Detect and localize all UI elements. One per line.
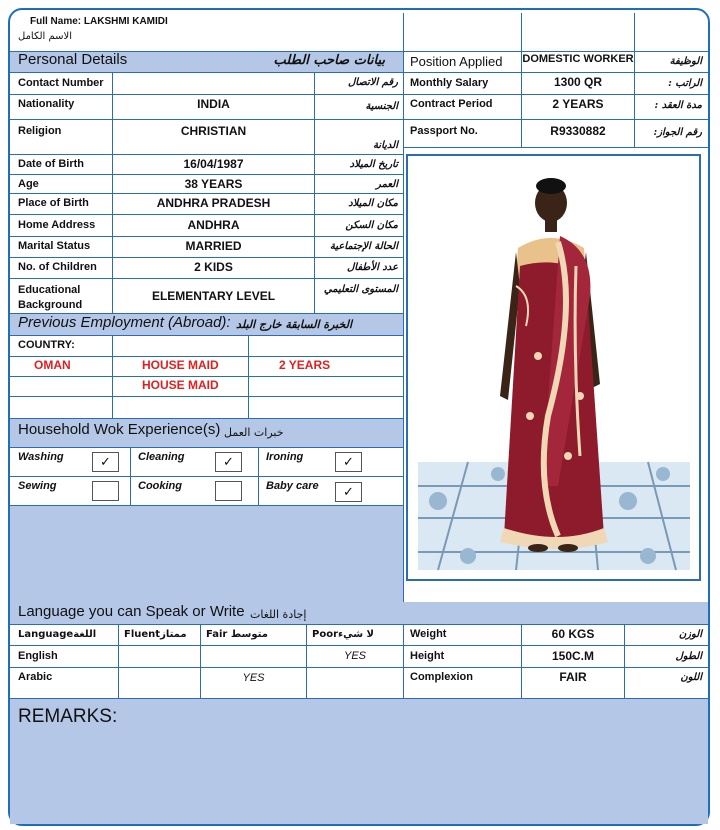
marital-status-ar: الحالة الإجتماعية [329, 241, 398, 252]
nationality-ar: الجنسية [365, 101, 398, 112]
position-applied-ar: الوظيفة [669, 56, 702, 67]
washing-checkbox[interactable]: ✓ [92, 452, 119, 472]
passport-label: Passport No. [410, 125, 478, 137]
ironing-checkbox[interactable]: ✓ [335, 452, 362, 472]
cleaning-checkbox[interactable]: ✓ [215, 452, 242, 472]
children-label: No. of Children [18, 261, 97, 273]
complexion-ar: اللون [680, 672, 702, 683]
cooking-checkbox[interactable] [215, 481, 242, 501]
dob-value: 16/04/1987 [183, 157, 244, 171]
language-title-ar: إجادة اللغات [250, 608, 307, 621]
language-arabic: Arabic [18, 671, 53, 683]
skill-washing: Washing [18, 451, 64, 463]
place-of-birth-label: Place of Birth [18, 197, 89, 209]
religion-ar: الديانة [372, 140, 398, 151]
weight-value: 60 KGS [551, 627, 595, 641]
salary-value: 1300 QR [553, 75, 603, 89]
nationality-label: Nationality [18, 98, 75, 110]
dob-label: Date of Birth [18, 158, 84, 170]
household-fill-band [10, 505, 404, 602]
household-title-ar: خبرات العمل [224, 426, 284, 439]
place-of-birth-value: ANDHRA PRADESH [156, 196, 271, 210]
full-name-label: Full Name: LAKSHMI KAMIDI [30, 16, 168, 27]
contract-period-label: Contract Period [410, 98, 493, 110]
passport-value: R9330882 [550, 124, 606, 138]
home-address-ar: مكان السكن [345, 220, 398, 231]
applicant-photo [406, 154, 701, 581]
children-ar: عدد الأطفال [347, 262, 398, 273]
skill-cooking: Cooking [138, 480, 182, 492]
language-title: Language you can Speak or Write [18, 603, 245, 620]
contract-period-ar: مدة العقد : [654, 100, 702, 111]
household-title: Household Wok Experience(s) [18, 421, 221, 438]
skill-ironing: Ironing [266, 451, 304, 463]
header-divider [521, 13, 522, 51]
position-applied-value: DOMESTIC WORKER [522, 53, 634, 65]
skill-cleaning: Cleaning [138, 451, 185, 463]
employment-duration: 2 YEARS [279, 358, 331, 372]
passport-ar: رقم الجواز: [653, 127, 702, 138]
person-figure [500, 178, 608, 552]
education-value: ELEMENTARY LEVEL [151, 289, 276, 303]
marital-status-label: Marital Status [18, 240, 91, 252]
children-value: 2 KIDS [194, 260, 233, 274]
age-ar: العمر [376, 179, 398, 190]
poor-header: Poorلا شيء [312, 629, 375, 640]
header-divider [403, 13, 404, 51]
contact-number-label: Contact Number [18, 77, 104, 89]
education-ar: المستوى التعليمي [323, 284, 398, 295]
religion-label: Religion [18, 125, 62, 137]
salary-ar: الراتب : [668, 78, 702, 89]
place-of-birth-ar: مكان الميلاد [348, 198, 398, 209]
religion-value: CHRISTIAN [180, 124, 247, 138]
fair-header: Fair متوسط [206, 629, 268, 640]
home-address-value: ANDHRA [187, 218, 240, 232]
dob-ar: تاريخ الميلاد [349, 159, 398, 170]
employment-title: Previous Employment (Abroad): [18, 314, 231, 331]
age-label: Age [18, 178, 39, 190]
baby-care-checkbox[interactable]: ✓ [335, 482, 362, 502]
contact-number-ar: رقم الاتصال [348, 77, 398, 88]
weight-ar: الوزن [678, 629, 702, 640]
header-divider [634, 13, 635, 51]
position-applied-label: Position Applied [410, 54, 503, 69]
complexion-value: FAIR [559, 670, 587, 684]
employment-position: HOUSE MAID [142, 378, 219, 392]
height-ar: الطول [675, 651, 702, 662]
marital-status-value: MARRIED [185, 239, 242, 253]
employment-position: HOUSE MAID [142, 358, 219, 372]
complexion-label: Complexion [410, 671, 473, 683]
full-name-ar: الاسم الكامل [18, 31, 73, 42]
salary-label: Monthly Salary [410, 77, 489, 89]
remarks-label: REMARKS: [18, 706, 118, 727]
personal-title-ar: بيانات صاحب الطلب [273, 53, 385, 68]
nationality-value: INDIA [197, 97, 230, 111]
country-label: COUNTRY: [18, 339, 75, 351]
personal-title: Personal Details [18, 51, 128, 68]
home-address-label: Home Address [18, 219, 96, 231]
skill-sewing: Sewing [18, 480, 57, 492]
english-poor: YES [343, 650, 366, 662]
height-label: Height [410, 650, 445, 662]
education-label: Educational Background [18, 284, 83, 311]
arabic-fair: YES [242, 672, 265, 684]
language-english: English [18, 650, 58, 662]
skill-baby-care: Baby care [266, 480, 319, 492]
fluent-header: Fluentممتاز [124, 629, 187, 640]
sewing-checkbox[interactable] [92, 481, 119, 501]
employment-title-ar: الخبرة السابقة خارج البلد [236, 318, 352, 331]
height-value: 150C.M [551, 649, 595, 663]
language-header: Languageاللغة [18, 629, 97, 640]
weight-label: Weight [410, 628, 447, 640]
age-value: 38 YEARS [184, 177, 243, 191]
employment-country: OMAN [34, 358, 71, 372]
contract-period-value: 2 YEARS [552, 97, 604, 111]
